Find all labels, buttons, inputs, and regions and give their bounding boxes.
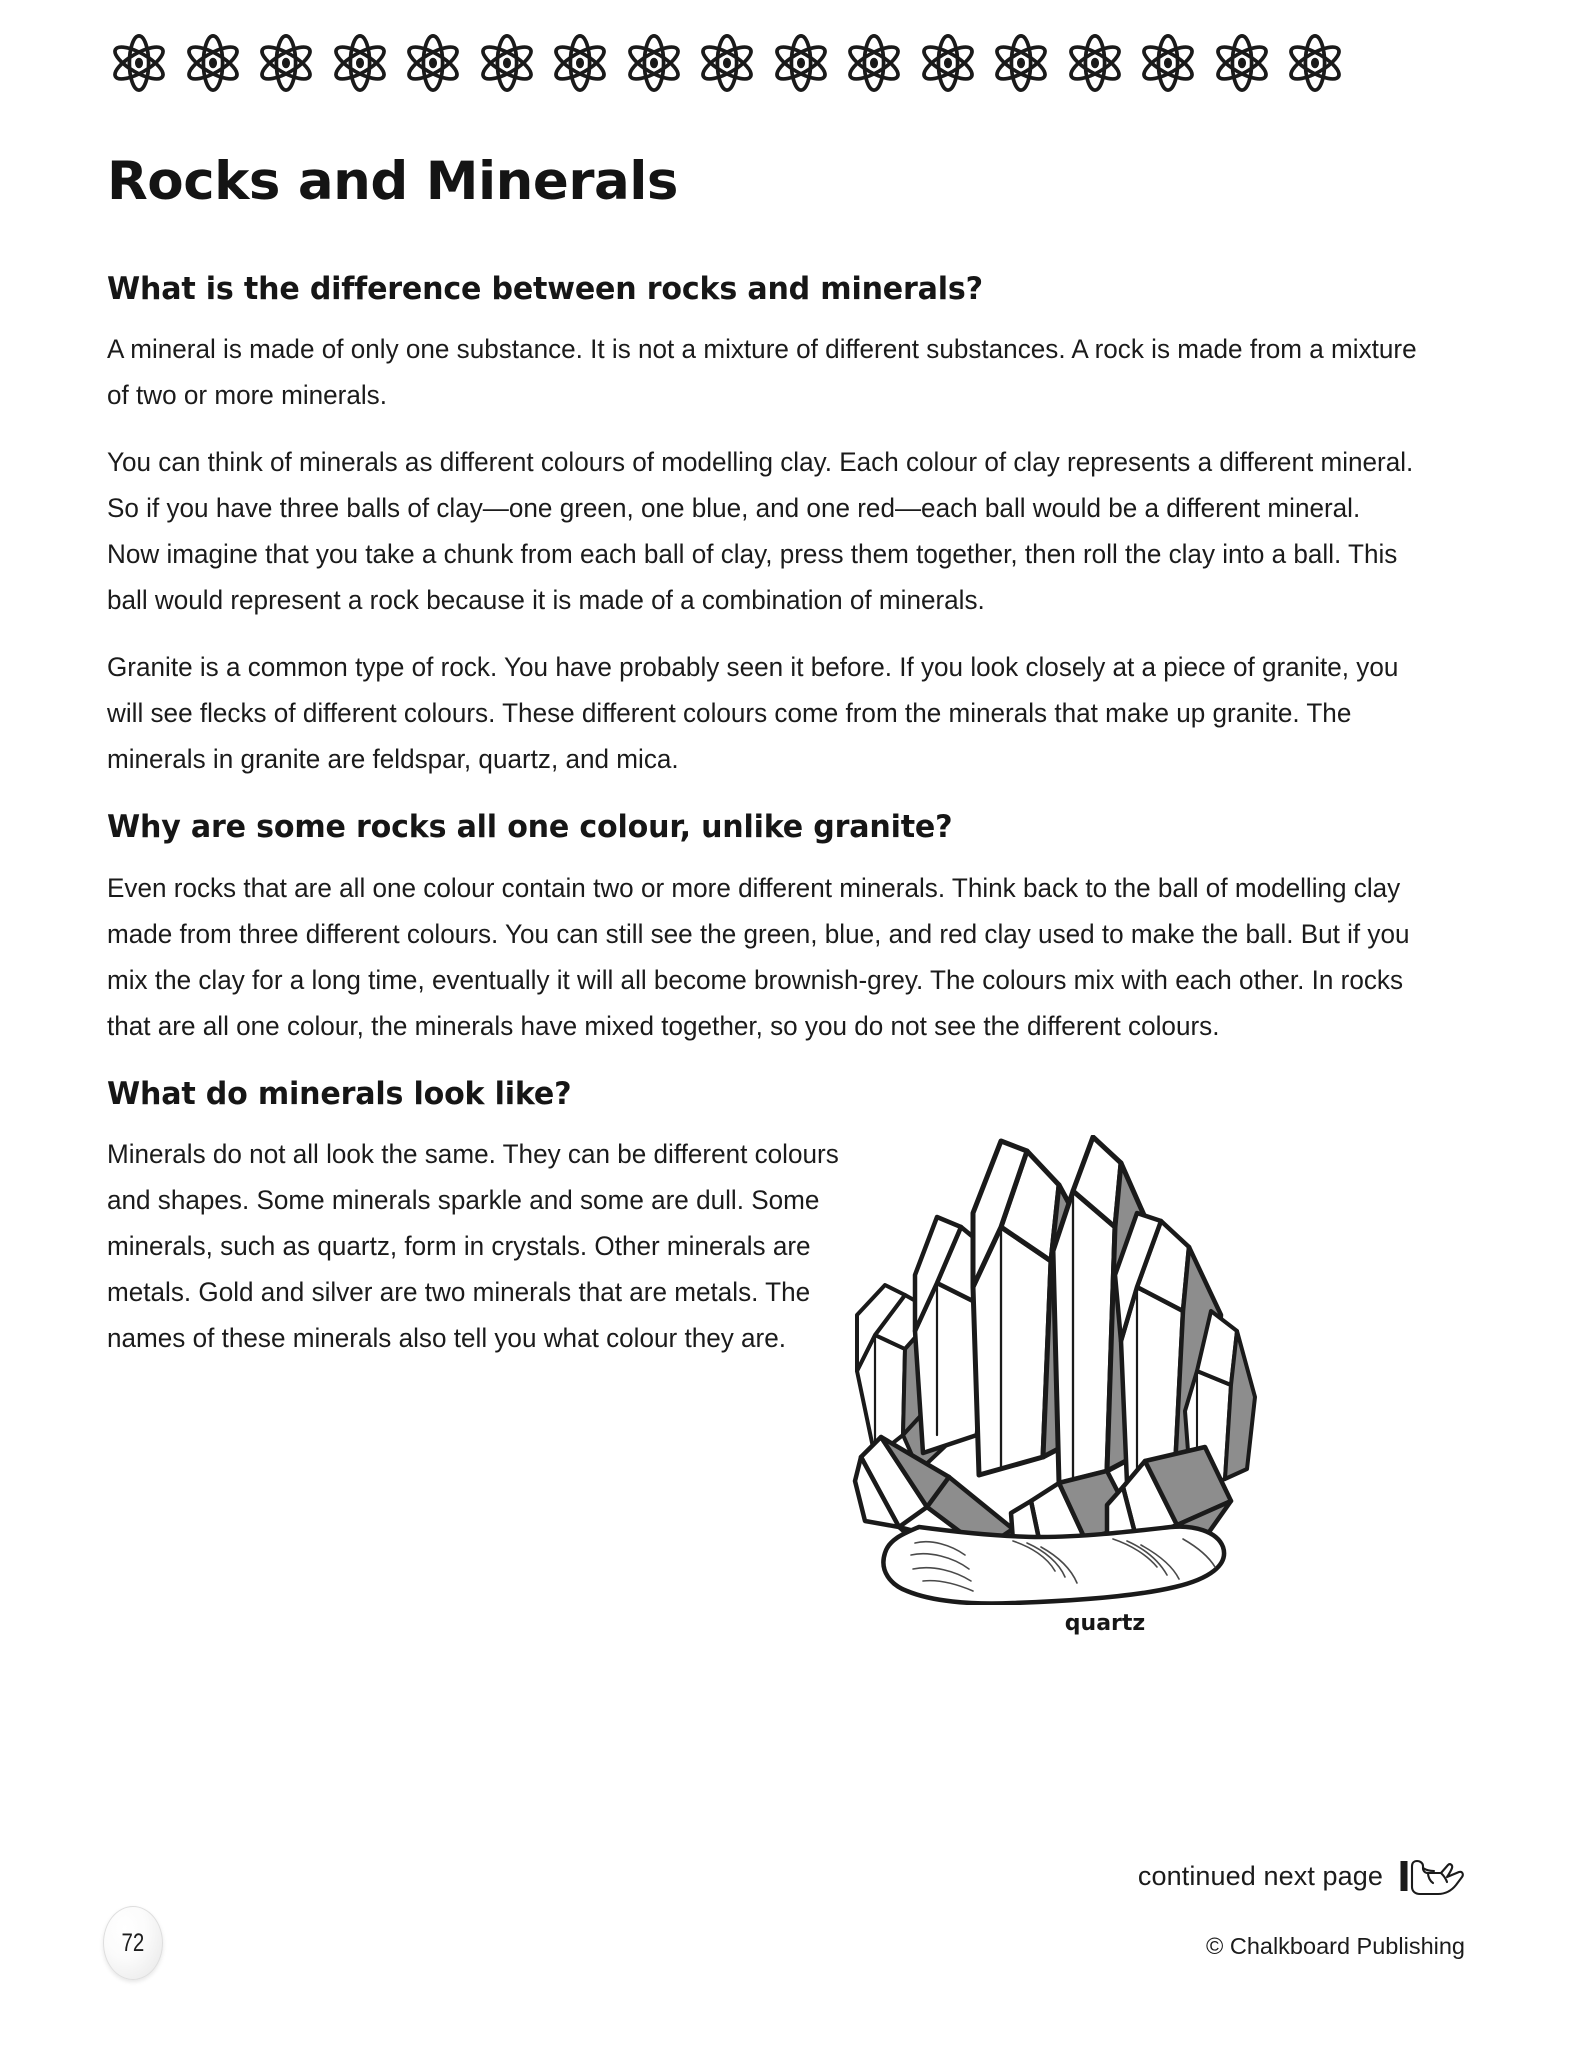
atom-icon xyxy=(182,32,244,94)
atom-icon xyxy=(549,32,611,94)
paragraph: Granite is a common type of rock. You have probably seen it before. If you look closely at a piece of granite, you will see flecks of different colours. These different colours come from the minerals that make up granite. The minerals in granite are feldspar, quartz, and mica. xyxy=(107,652,1399,775)
page-title: Rocks and Minerals xyxy=(107,151,678,212)
atom-border-strip xyxy=(108,28,1478,98)
quartz-figure xyxy=(845,1135,1265,1636)
copyright-notice: © Chalkboard Publishing xyxy=(1206,1933,1465,1959)
atom-icon xyxy=(1137,32,1199,94)
atom-icon xyxy=(843,32,905,94)
atom-icon xyxy=(255,32,317,94)
paragraph: Minerals do not all look the same. They can be different colours and shapes. Some minerals sparkle and some are dull. Some minerals, such as quartz, form in crystals. Other minerals are metals. Gold and silver are two minerals that are metals. The names of these minerals also tell you what colour they are. xyxy=(107,1138,839,1353)
paragraph: Even rocks that are all one colour contain two or more different minerals. Think back to the ball of modelling clay made from three different colours. You can still see the green, blue, and red clay used to make the ball. But if you mix the clay for a long time, eventually it will all become brownish-grey. The colours mix with each other. In rocks that are all one colour, the minerals have mixed together, so you do not see the different colours. xyxy=(107,872,1410,1041)
atom-icon xyxy=(329,32,391,94)
atom-icon xyxy=(696,32,758,94)
page-number-badge xyxy=(103,1906,163,1980)
continued-label: continued next page xyxy=(1137,1860,1383,1891)
atom-icon xyxy=(1211,32,1273,94)
atom-icon xyxy=(108,32,170,94)
atom-icon xyxy=(917,32,979,94)
continued-next-page xyxy=(1138,1854,1465,1898)
atom-icon xyxy=(770,32,832,94)
page-number-value: 72 xyxy=(121,1928,145,1957)
atom-icon xyxy=(990,32,1052,94)
section-heading-one-colour: Why are some rocks all one colour, unlike granite? xyxy=(107,809,953,846)
section-heading-difference: What is the difference between rocks and minerals? xyxy=(107,271,983,307)
pointing-hand-icon xyxy=(1399,1854,1465,1898)
atom-icon xyxy=(476,32,538,94)
atom-icon xyxy=(623,32,685,94)
quartz-crystal-icon xyxy=(845,1135,1265,1605)
figure-caption: quartz xyxy=(1064,1611,1146,1636)
atom-icon xyxy=(1064,32,1126,94)
paragraph: You can think of minerals as different colours of modelling clay. Each colour of clay represents a different mineral. So if you have three balls of clay—one green, one blue, and one red—each ball would be a different mineral. Now imagine that you take a chunk from each ball of clay, press them together, then roll the clay into a ball. This ball would represent a rock because it is made of a combination of minerals. xyxy=(107,447,1414,616)
atom-icon xyxy=(402,32,464,94)
section-heading-look-like: What do minerals look like? xyxy=(107,1075,572,1112)
paragraph: A mineral is made of only one substance. It is not a mixture of different substances. A rock is made from a mixture of two or more minerals. xyxy=(107,334,1417,411)
atom-icon xyxy=(1284,32,1346,94)
